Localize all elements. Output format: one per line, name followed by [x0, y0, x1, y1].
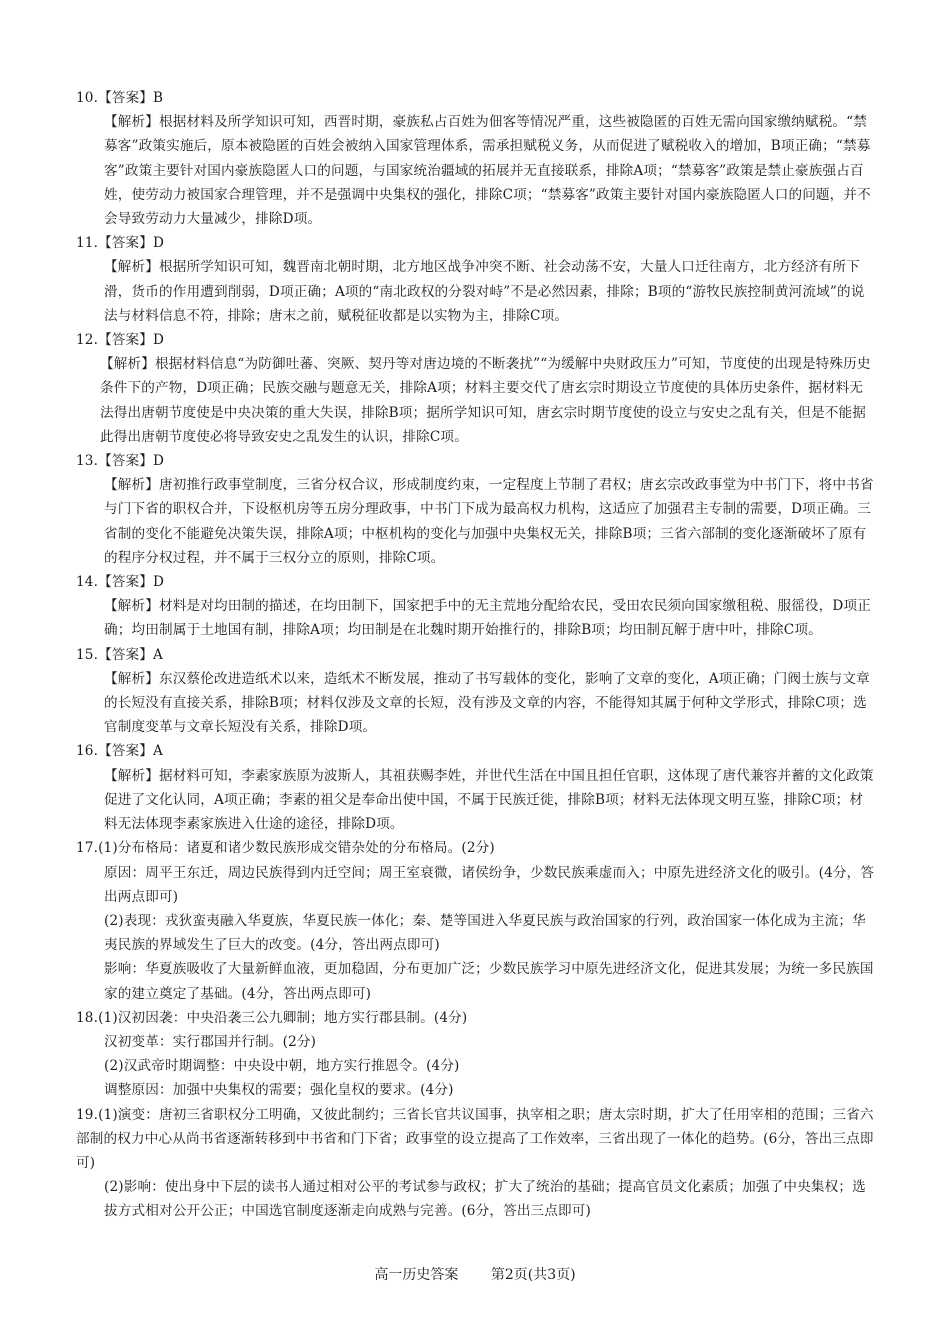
answer-line: 13.【答案】D	[76, 453, 165, 470]
footer-subject: 高一历史答案	[374, 1267, 459, 1283]
answer-line: 14.【答案】D	[76, 574, 165, 591]
q19-part2: (2)影响：使出身中下层的读书人通过相对公平的考试参与政权；扩大了统治的基础；提高官员文化素质；加强了中央集权；选拔方式相对公开公正；中国选官制度逐渐走向成熟与完善。(6分，答出三点即可)	[104, 1179, 866, 1220]
analysis-text: 【解析】根据所学知识可知，魏晋南北朝时期，北方地区战争冲突不断、社会动荡不安，大量人口迁往南方，北方经济有所下滑，货币的作用遭到削弱，D项正确；A项的“南北政权的分裂对峙”不是必然因素，排除；B项的“游牧民族控制黄河流域”的说法与材料信息不符，排除；唐末之前，赋税征收都是以实物为主，排除C项。	[104, 259, 865, 324]
answer-line: 11.【答案】D	[76, 235, 165, 252]
q18-part2: (2)汉武帝时期调整：中央设中朝，地方实行推恩令。(4分)	[104, 1058, 460, 1075]
q18-part1: 18.(1)汉初因袭：中央沿袭三公九卿制；地方实行郡县制。(4分)	[76, 1009, 468, 1026]
answer-line: 16.【答案】A	[76, 743, 164, 760]
question-10	[76, 86, 876, 231]
answer-document	[76, 86, 876, 1224]
analysis-text: 【解析】据材料可知，李素家族原为波斯人，其祖获赐李姓，并世代生活在中国且担任官职，这体现了唐代兼容并蓄的文化政策促进了文化认同，A项正确；李素的祖父是奉命出使中国，不属于民族迁徙，排除B项；材料无法体现文明互鉴，排除C项；材料无法体现李素家族进入仕途的途径，排除D项。	[104, 767, 874, 833]
q17-impact: 影响：华夏族吸收了大量新鲜血液，更加稳固，分布更加广泛；少数民族学习中原先进经济文化，促进其发展；为统一多民族国家的建立奠定了基础。(4分，答出两点即可)	[104, 961, 874, 1002]
question-11	[76, 231, 876, 328]
page-footer	[0, 1264, 950, 1284]
analysis-text: 【解析】根据材料信息“为防御吐蕃、突厥、契丹等对唐边境的不断袭扰”“为缓解中央财政压力”可知，节度使的出现是特殊历史条件下的产物，D项正确；民族交融与题意无关，排除A项；材料主要交代了唐玄宗时期设立节度使的具体历史条件，据材料无法得出唐朝节度使是中央决策的重大失误，排除B项；据所学知识可知，唐玄宗时期节度使的设立与安史之乱有关，但是不能据此得出唐朝节度使必将导致安史之乱发生的认识，排除C项。	[100, 356, 871, 445]
analysis-text: 【解析】东汉蔡伦改进造纸术以来，造纸术不断发展，推动了书写载体的变化，影响了文章的变化，A项正确；门阀士族与文章的长短没有直接关系，排除B项；材料仅涉及文章的长短，没有涉及文章的内容，不能得知其属于何种文学形式，排除C项；选官制度变革与文章长短没有关系，排除D项。	[104, 670, 870, 736]
answer-line: 12.【答案】D	[76, 332, 165, 349]
analysis-text: 【解析】根据材料及所学知识可知，西晋时期，豪族私占百姓为佃客等情况严重，这些被隐匿的百姓无需向国家缴纳赋税。“禁募客”政策实施后，原本被隐匿的百姓会被纳入国家管理体系，需承担赋税义务，从而促进了赋税收入的增加，B项正确；“禁募客”政策主要针对国内豪族隐匿人口的问题，与国家统治疆域的拓展并无直接联系，排除A项；“禁募客”政策是禁止豪族强占百姓，使劳动力被国家合理管理，并不是强调中央集权的强化，排除C项；“禁募客”政策主要针对国内豪族隐匿人口的问题，并不会导致劳动力大量减少，排除D项。	[104, 114, 871, 228]
question-16	[76, 739, 876, 836]
question-13	[76, 449, 876, 570]
question-18	[76, 1006, 876, 1103]
answer-line: 15.【答案】A	[76, 646, 164, 663]
q18-change: 汉初变革：实行郡国并行制。(2分)	[104, 1033, 317, 1050]
q17-part2: (2)表现：戎狄蛮夷融入华夏族，华夏民族一体化；秦、楚等国进入华夏民族与政治国家的行列，政治国家一体化成为主流；华夷民族的界域发生了巨大的改变。(4分，答出两点即可)	[104, 912, 866, 954]
analysis-text: 【解析】唐初推行政事堂制度，三省分权合议，形成制度约束，一定程度上节制了君权；唐玄宗改政事堂为中书门下，将中书省与门下省的职权合并，下设枢机房等五房分理政事，中书门下成为最高权力机构，这适应了加强君主专制的需要，D项正确。三省制的变化不能避免决策失误，排除A项；中枢机构的变化与加强中央集权无关，排除B项；三省六部制的变化逐渐破坏了原有的程序分权过程，并不属于三权分立的原则，排除C项。	[104, 477, 874, 566]
q19-part1: 19.(1)演变：唐初三省职权分工明确，又彼此制约；三省长官共议国事，执宰相之职；唐太宗时期，扩大了任用宰相的范围；三省六部制的权力中心从尚书省逐渐转移到中书省和门下省；政事堂的设立提高了工作效率，三省出现了一体化的趋势。(6分，答出三点即可)	[76, 1106, 874, 1171]
q17-reason: 原因：周平王东迁，周边民族得到内迁空间；周王室衰微，诸侯纷争，少数民族乘虚而入；中原先进经济文化的吸引。(4分，答出两点即可)	[104, 864, 875, 905]
answer-line: 10.【答案】B	[76, 90, 164, 106]
question-19	[76, 1103, 876, 1224]
question-14	[76, 570, 876, 643]
question-17	[76, 836, 876, 1005]
question-15	[76, 643, 876, 740]
analysis-text: 【解析】材料是对均田制的描述，在均田制下，国家把手中的无主荒地分配给农民，受田农民须向国家缴租税、服徭役，D项正确；均田制属于土地国有制，排除A项；均田制是在北魏时期开始推行的，排除B项；均田制瓦解于唐中叶，排除C项。	[104, 598, 871, 639]
question-12	[76, 328, 876, 449]
q18-reason: 调整原因：加强中央集权的需要；强化皇权的要求。(4分)	[104, 1082, 454, 1099]
q17-part1: 17.(1)分布格局：诸夏和诸少数民族形成交错杂处的分布格局。(2分)	[76, 840, 495, 857]
footer-page-number: 第2页(共3页)	[490, 1267, 576, 1283]
